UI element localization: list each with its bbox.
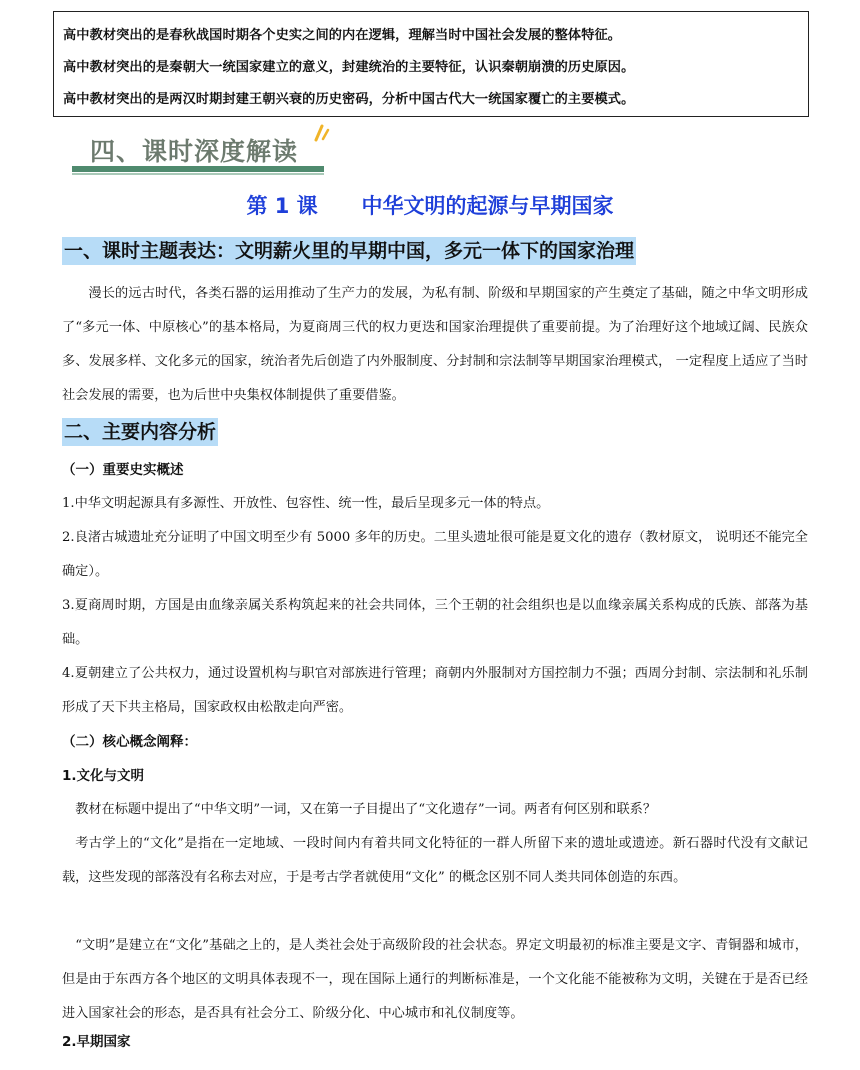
subheading-facts: （一）重要史实概述 xyxy=(62,462,184,478)
fact-item-1: 1.中华文明起源具有多源性、开放性、包容性、统一性，最后呈现多元一体的特点。 xyxy=(62,496,550,511)
section-heading-2: 二、主要内容分析 xyxy=(62,418,218,446)
section-banner xyxy=(72,120,332,180)
concept1-paragraph-2: 考古学上的“文化”是指在一定地域、一段时间内有着共同文化特征的一群人所留下来的遗址或遗迹。新石器时代没有文献记载，这些发现的部落没有名称去对应，于是考古学者就使用“文化” 的概念区别不同人类共同体创造的东西。 xyxy=(62,836,808,885)
concept-title-2: 2.早期国家 xyxy=(62,1034,131,1050)
lesson-title: 第 1 课 中华文明的起源与早期国家 xyxy=(246,194,614,218)
fact-item-4: 4.夏朝建立了公共权力，通过设置机构与职官对部族进行管理；商朝内外服制对方国控制力不强；西周分封制、宗法制和礼乐制形成了天下共主格局，国家政权由松散走向严密。 xyxy=(62,666,808,715)
banner-underline-light xyxy=(72,173,324,175)
banner-text: 四、课时深度解读 xyxy=(90,137,299,166)
concept1-paragraph-3: “文明”是建立在“文化”基础之上的，是人类社会处于高级阶段的社会状态。界定文明最初的标准主要是文字、青铜器和城市，但是由于东西方各个地区的文明具体表现不一，现在国际上通行的判断标准是，一个文化能不能被称为文明，关键在于是否已经进入国家社会的形态，是否具有社会分工、阶级分化、中心城市和礼仪制度等。 xyxy=(62,938,808,1021)
fact-item-3: 3.夏商周时期，方国是由血缘亲属关系构筑起来的社会共同体，三个王朝的社会组织也是以血缘亲属关系构成的氏族、部落为基础。 xyxy=(62,598,808,647)
section-heading-1: 一、课时主题表达：文明薪火里的早期中国，多元一体下的国家治理 xyxy=(62,237,636,265)
sparkle-icon xyxy=(310,120,330,142)
summary-line-3: 高中教材突出的是两汉时期封建王朝兴衰的历史密码，分析中国古代大一统国家覆亡的主要模式。 xyxy=(63,92,635,107)
summary-line-2: 高中教材突出的是秦朝大一统国家建立的意义，封建统治的主要特征，认识秦朝崩溃的历史原因。 xyxy=(63,60,635,75)
summary-line-1: 高中教材突出的是春秋战国时期各个史实之间的内在逻辑，理解当时中国社会发展的整体特征。 xyxy=(63,28,622,43)
section1-paragraph: 漫长的远古时代，各类石器的运用推动了生产力的发展，为私有制、阶级和早期国家的产生奠定了基础，随之中华文明形成了“多元一体、中原核心”的基本格局，为夏商周三代的权力更迭和国家治理提供了重要前提。为了治理好这个地域辽阔、民族众多、发展多样、文化多元的国家，统治者先后创造了内外服制度、分封制和宗法制等早期国家治理模式， 一定程度上适应了当时社会发展的需要，也为后世中央集权体制提供了重要借鉴。 xyxy=(62,286,808,403)
concept-title-1: 1.文化与文明 xyxy=(62,768,145,784)
summary-box xyxy=(53,11,809,117)
fact-item-2: 2.良渚古城遗址充分证明了中国文明至少有 5000 多年的历史。二里头遗址很可能是夏文化的遗存（教材原文， 说明还不能完全确定）。 xyxy=(62,530,808,579)
banner-underline xyxy=(72,166,324,172)
subheading-concepts: （二）核心概念阐释： xyxy=(62,734,197,750)
concept1-paragraph-1: 教材在标题中提出了“中华文明”一词，又在第一子目提出了“文化遗存”一词。两者有何区别和联系？ xyxy=(75,802,657,817)
